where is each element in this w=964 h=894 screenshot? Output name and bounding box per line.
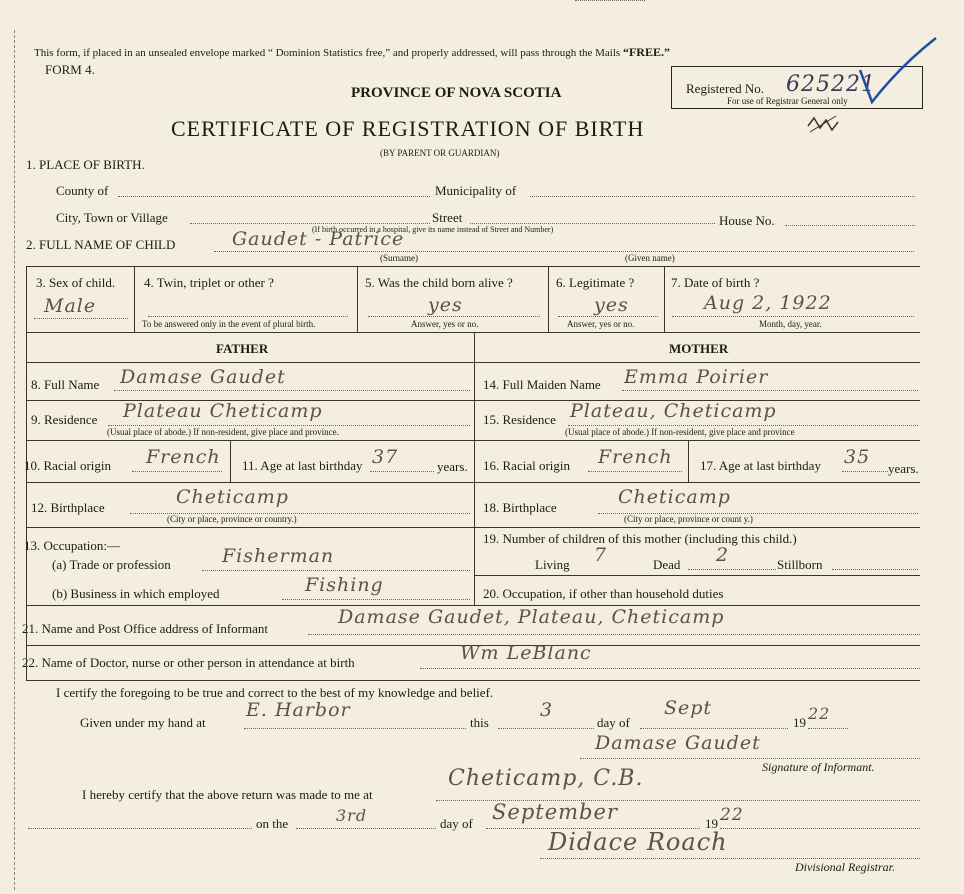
stamp-mark-icon [806,114,840,136]
divider-father-age [230,440,231,482]
street-label: Street [432,210,463,225]
mother-age-field [842,471,888,472]
father-name-label: 8. Full Name [31,377,100,392]
divider-col-twin [134,266,135,332]
registrar-left-field [28,828,252,829]
mother-residence-label: 15. Residence [483,412,556,427]
given-this-label: this [470,715,489,730]
divider-mother-birthplace [474,527,920,528]
city-field [190,223,430,224]
father-residence-note: (Usual place of abode.) If non-resident, give place and province. [107,427,339,437]
father-birthplace-label: 12. Birthplace [31,500,105,515]
given-name-caption: (Given name) [625,253,675,263]
father-racial-label: 10. Racial origin [24,458,112,473]
mother-residence-value: Plateau, Cheticamp [570,400,777,422]
informant-signature: Damase Gaudet [595,732,761,754]
legitimate-value: yes [594,294,629,316]
father-trade-field [202,570,470,571]
legitimate-label: 6. Legitimate ? [556,275,635,290]
father-mother-divider [474,332,475,605]
registrar-text: I hereby certify that the above return was made to me at [82,787,373,802]
mother-racial-field [588,471,682,472]
dob-label: 7. Date of birth ? [671,275,760,290]
street-field [470,223,715,224]
mother-birthplace-value: Cheticamp [618,486,731,508]
father-birthplace-note: (City or place, province or country.) [167,514,297,524]
divider-parents-top [26,362,920,363]
municipality-label: Municipality of [435,183,517,198]
father-residence-value: Plateau Cheticamp [123,400,323,422]
given-day-field [498,728,594,729]
mother-residence-note: (Usual place of abode.) If non-resident, give place and province [565,427,795,437]
registrar-year-value: 22 [720,805,744,825]
divider-mother-racial [474,482,920,483]
father-name-field [114,390,470,391]
given-year-prefix: 19 [793,715,806,730]
dob-value: Aug 2, 1922 [704,292,832,314]
father-age-field [370,471,434,472]
left-table-border [26,266,27,680]
stillborn-label: Stillborn [777,557,823,572]
informant-signature-field [580,758,920,759]
alive-label: 5. Was the child born alive ? [365,275,513,290]
mother-children-label: 19. Number of children of this mother (including this child.) [483,531,797,546]
given-month-value: Sept [664,697,713,719]
dead-value: 2 [716,544,730,566]
divider-mother-children [474,575,920,576]
registrar-day-field [296,828,436,829]
divider-row3-bottom [26,332,920,333]
father-birthplace-value: Cheticamp [176,486,289,508]
city-label: City, Town or Village [56,210,168,225]
father-age-label: 11. Age at last birthday [242,458,363,473]
hospital-note: (If birth occurred in a hospital, give its name instead of Street and Number) [312,225,554,234]
form-number: FORM 4. [45,62,95,77]
registrar-use-note: For use of Registrar General only [727,96,848,106]
given-place-value: E. Harbor [246,699,351,721]
registered-number: 625221 [786,72,876,97]
certificate-title: CERTIFICATE OF REGISTRATION OF BIRTH [171,116,645,141]
divider-mother-age [688,440,689,482]
given-label: Given under my hand at [80,715,206,730]
alive-value: yes [428,294,463,316]
registrar-day-value: 3rd [336,806,368,825]
informant-field [308,634,920,635]
mother-racial-value: French [598,446,673,468]
given-year-field [808,728,848,729]
twin-field [148,316,348,317]
dob-note: Month, day, year. [759,319,822,329]
given-day-of-label: day of [597,715,630,730]
registrar-day-of-label: day of [440,816,473,831]
county-field [118,196,430,197]
twin-note: To be answered only in the event of plural birth. [142,319,316,329]
given-month-field [640,728,788,729]
twin-label: 4. Twin, triplet or other ? [144,275,274,290]
surname-caption: (Surname) [380,253,418,263]
divider-father-birthplace [26,527,474,528]
mother-racial-label: 16. Racial origin [483,458,571,473]
father-racial-value: French [146,446,221,468]
check-mark-icon [850,36,940,106]
child-name-field [214,251,914,252]
father-name-value: Damase Gaudet [120,366,286,388]
alive-note: Answer, yes or no. [411,319,479,329]
dead-field [688,569,776,570]
left-edge-perforation [14,30,15,890]
living-label: Living [535,557,570,572]
given-day-value: 3 [540,699,554,721]
divider-doctor [26,680,920,681]
legitimate-field [558,316,658,317]
living-value: 7 [594,544,608,566]
divider-col-dob [664,266,665,332]
certify-text: I certify the foregoing to be true and correct to the best of my knowledge and belief. [56,685,494,700]
mother-birthplace-note: (City or place, province or count y.) [624,514,753,524]
registrar-place-value: Cheticamp, C.B. [448,766,644,791]
house-number-label: House No. [719,213,775,228]
registered-label: Registered No. [686,81,764,96]
free-mark: “FREE.” [622,45,670,59]
place-of-birth-heading: 1. PLACE OF BIRTH. [26,157,145,172]
mother-years-label: years. [888,461,919,476]
county-label: County of [56,183,109,198]
sex-label: 3. Sex of child. [36,275,116,290]
mother-residence-field [568,425,918,426]
father-trade-value: Fisherman [222,545,335,567]
doctor-field [420,668,920,669]
given-year-value: 22 [808,704,831,723]
sex-value: Male [44,295,97,317]
registrar-signature-field [540,858,920,859]
registrar-caption: Divisional Registrar. [795,860,896,874]
father-years-label: years. [437,459,468,474]
registrar-month-value: September [492,800,618,824]
divider-father-residence [26,440,474,441]
father-residence-field [108,425,470,426]
doctor-label: 22. Name of Doctor, nurse or other person in attendance at birth [22,655,355,670]
father-occupation-label: 13. Occupation:— [24,538,121,553]
municipality-field [530,196,915,197]
stillborn-field [832,569,918,570]
child-name-value: Gaudet - Patrice [232,228,405,250]
living-field [575,0,645,1]
father-heading: FATHER [216,341,269,356]
registrar-on-the-label: on the [256,816,289,831]
dob-field [672,316,914,317]
certificate-subtitle: (BY PARENT OR GUARDIAN) [380,148,500,158]
given-place-field [244,728,466,729]
divider-col-legit [548,266,549,332]
mother-name-label: 14. Full Maiden Name [483,377,601,392]
mother-age-value: 35 [844,446,871,468]
mailing-notice [34,45,670,60]
informant-signature-caption: Signature of Informant. [762,760,875,774]
father-residence-label: 9. Residence [31,412,98,427]
father-trade-label: (a) Trade or profession [52,557,171,572]
divider-mother-residence [474,440,920,441]
mother-heading: MOTHER [669,341,729,356]
informant-value: Damase Gaudet, Plateau, Cheticamp [338,606,725,628]
registrar-signature: Didace Roach [548,828,728,856]
doctor-value: Wm LeBlanc [460,642,592,664]
mother-age-label: 17. Age at last birthday [700,458,821,473]
father-business-value: Fishing [305,574,384,596]
mother-occupation-label: 20. Occupation, if other than household duties [483,586,724,601]
father-business-field [282,599,470,600]
child-name-label: 2. FULL NAME OF CHILD [26,237,176,252]
divider-row3-top [26,266,920,267]
father-business-label: (b) Business in which employed [52,586,220,601]
alive-field [368,316,540,317]
father-racial-field [132,471,222,472]
dead-label: Dead [653,557,681,572]
mailing-notice-text: This form, if placed in an unsealed envelope marked “ Dominion Statistics free,” and properly addressed, will pass through the Mails [34,47,621,59]
divider-father-racial [26,482,474,483]
registrar-year-field [720,828,920,829]
registrar-year-prefix: 19 [705,816,718,831]
mother-name-field [622,390,918,391]
legitimate-note: Answer, yes or no. [567,319,635,329]
house-number-field [785,225,915,226]
province-heading: PROVINCE OF NOVA SCOTIA [351,85,562,101]
divider-col-alive [357,266,358,332]
mother-name-value: Emma Poirier [624,366,769,388]
father-age-value: 37 [372,446,399,468]
informant-label: 21. Name and Post Office address of Informant [22,621,268,636]
sex-field [34,318,128,319]
mother-birthplace-label: 18. Birthplace [483,500,557,515]
